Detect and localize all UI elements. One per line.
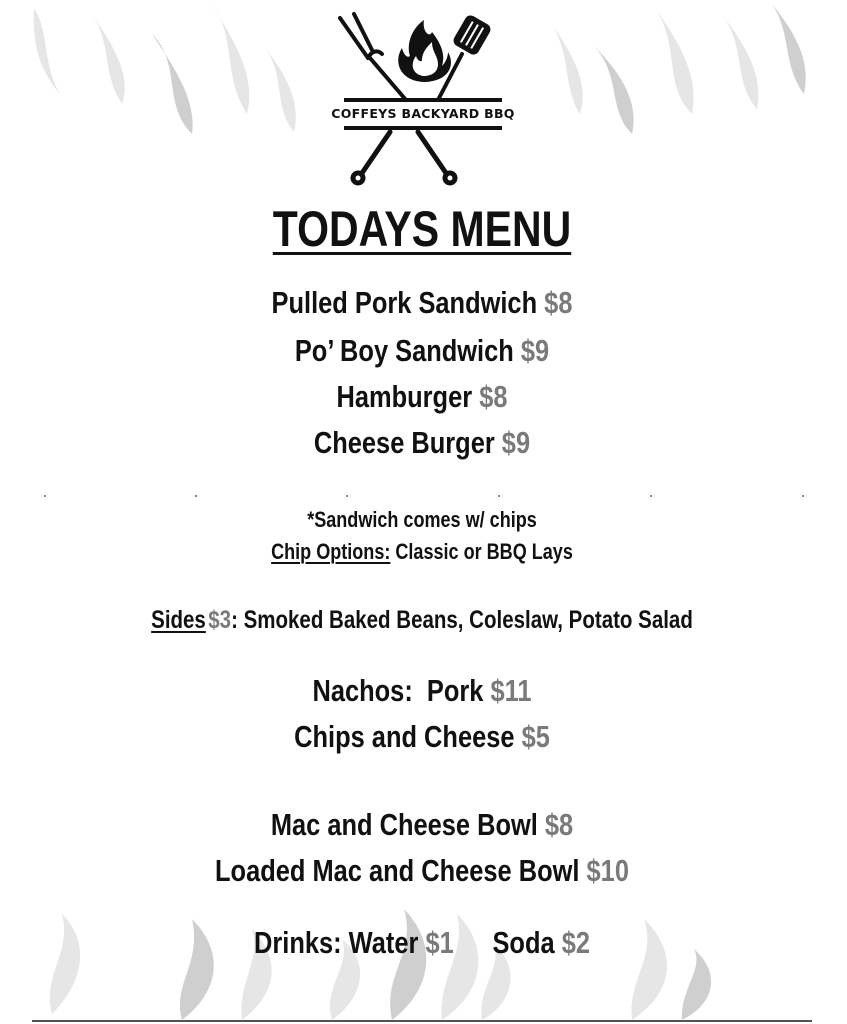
menu-item bbox=[102, 802, 742, 848]
logo-graphic bbox=[298, 10, 548, 190]
item-name: Pulled Pork Sandwich bbox=[271, 285, 538, 320]
item-name: Mac and Cheese Bowl bbox=[270, 807, 538, 842]
drinks-label: Drinks: bbox=[254, 925, 342, 960]
bbq-logo bbox=[298, 10, 548, 190]
spatula-icon bbox=[438, 13, 493, 100]
item-price: $8 bbox=[544, 807, 574, 842]
fork-icon bbox=[340, 14, 406, 100]
flame-icon bbox=[398, 20, 451, 82]
menu-item bbox=[102, 420, 742, 466]
item-name: Po’ Boy Sandwich bbox=[294, 333, 514, 368]
menu-item bbox=[102, 328, 742, 374]
menu-item bbox=[102, 668, 742, 714]
item-price: $11 bbox=[490, 673, 532, 708]
brand-name: COFFEYS BACKYARD BBQ bbox=[331, 106, 515, 121]
item-price: $9 bbox=[520, 333, 550, 368]
menu-item bbox=[102, 374, 742, 420]
drink-water: Water bbox=[348, 925, 419, 960]
menu-item bbox=[102, 280, 742, 326]
drink-soda-price: $2 bbox=[561, 925, 590, 960]
drink-soda: Soda bbox=[492, 925, 555, 960]
sandwich-note: *Sandwich comes w/ chips bbox=[307, 507, 537, 532]
item-name: Nachos: Pork bbox=[312, 673, 484, 708]
item-name: Loaded Mac and Cheese Bowl bbox=[215, 853, 580, 888]
crossed-tongs-icon bbox=[353, 132, 455, 183]
menu-item bbox=[102, 848, 742, 894]
drink-water-price: $1 bbox=[425, 925, 454, 960]
drinks-line bbox=[102, 920, 742, 966]
chip-options bbox=[102, 536, 742, 568]
sides-line bbox=[102, 604, 742, 636]
item-price: $9 bbox=[501, 425, 531, 460]
menu-item bbox=[102, 714, 742, 760]
item-price: $10 bbox=[586, 853, 629, 888]
dotted-separator bbox=[0, 495, 847, 497]
item-price: $8 bbox=[479, 379, 508, 414]
sides-price: $3 bbox=[208, 606, 232, 634]
item-price: $5 bbox=[521, 719, 550, 754]
sides-label: Sides bbox=[151, 606, 206, 634]
chip-options-label: Chip Options: bbox=[271, 539, 391, 564]
menu-title bbox=[102, 200, 742, 258]
menu-title-text: TODAYS MENU bbox=[272, 201, 572, 257]
sides-list: : Smoked Baked Beans, Coleslaw, Potato Salad bbox=[231, 606, 693, 634]
item-price: $8 bbox=[544, 285, 573, 320]
chip-options-value: Classic or BBQ Lays bbox=[395, 539, 573, 564]
item-name: Chips and Cheese bbox=[294, 719, 515, 754]
bottom-rule bbox=[32, 1020, 812, 1022]
item-name: Cheese Burger bbox=[313, 425, 495, 460]
item-name: Hamburger bbox=[336, 379, 473, 414]
